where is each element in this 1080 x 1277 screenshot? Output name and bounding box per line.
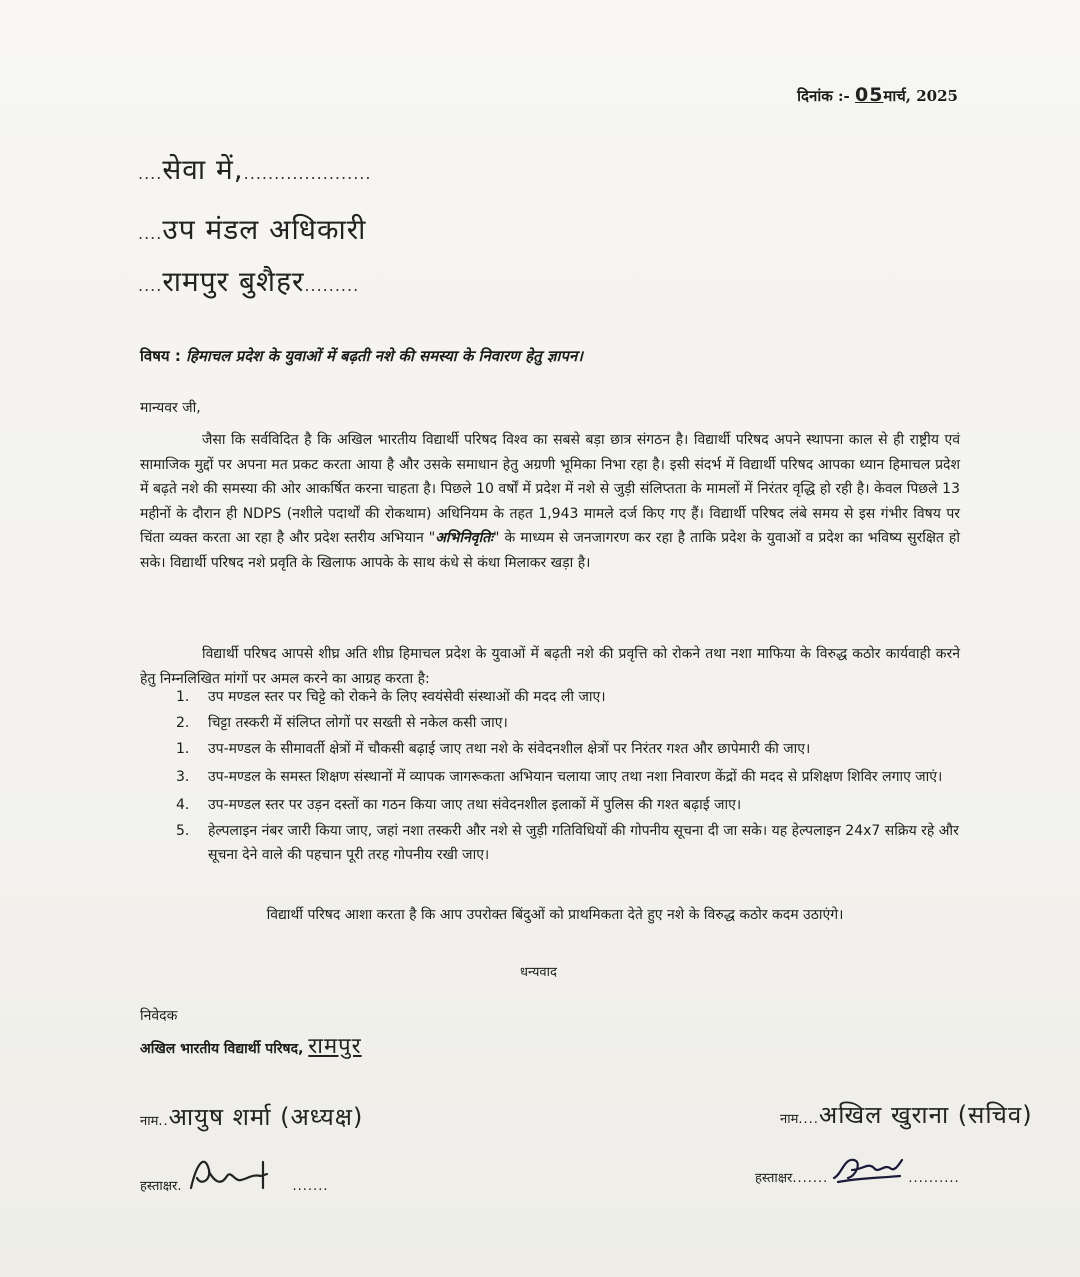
- list-item: 2. चिट्टा तस्करी में संलिप्त लोगों पर सख्ती से नकेल कसी जाए।: [176, 715, 508, 731]
- right-name: अखिल खुराना (सचिव): [818, 1101, 1033, 1129]
- left-signature-line: हस्ताक्षर . .......: [140, 1152, 328, 1194]
- list-item: 3. उप-मण्डल के समस्त शिक्षण संस्थानों में व्यापक जागरूकता अभियान चलाया जाए तथा नशा निवारण केंद्रों की मदद से प्रशिक्षण शिविर लगाए जाएं।: [176, 769, 943, 785]
- organization-name: अखिल भारतीय विद्यार्थी परिषद,: [140, 1041, 304, 1057]
- right-name-label: नाम: [780, 1112, 799, 1127]
- paragraph-2: विद्यार्थी परिषद आपसे शीघ्र अति शीघ्र हिमाचल प्रदेश के युवाओं में बढ़ती नशे की प्रवृत्ति को रोकने तथा नशा माफिया के विरुद्ध कठोर कार्यवाही करने हेतु निम्नलिखित मांगों पर अमल करने का आग्रह करता है:: [140, 646, 960, 687]
- signature-right-icon: [828, 1148, 908, 1186]
- organization-line: [140, 1030, 362, 1060]
- address-place: रामपुर बुशैहर: [162, 265, 305, 298]
- applicant-label: निवेदक: [140, 1008, 178, 1024]
- left-sign-label: हस्ताक्षर: [140, 1179, 178, 1194]
- left-name-line: नाम..आयुष शर्मा (अध्यक्ष): [140, 1103, 364, 1131]
- list-item: 1. उप-मण्डल के सीमावर्ती क्षेत्रों में चौकसी बढ़ाई जाए तथा नशे के संवेदनशील क्षेत्रों पर निरंतर गश्त और छापेमारी की जाए।: [176, 741, 811, 757]
- organization-place: रामपुर: [308, 1034, 362, 1059]
- subject-text: हिमाचल प्रदेश के युवाओं में बढ़ती नशे की समस्या के निवारण हेतु ज्ञापन।: [186, 347, 583, 365]
- right-signature-line: हस्ताक्षर ....... ..........: [755, 1148, 960, 1186]
- date-label: दिनांक :-: [797, 87, 850, 105]
- demands-list: [140, 685, 970, 867]
- subject-label: विषय :: [140, 347, 181, 365]
- date-day: 05: [854, 84, 884, 106]
- date-month-year: मार्च, 2025: [883, 87, 958, 105]
- campaign-name: अभिनिवृतिः: [435, 530, 493, 546]
- address-line-3: ....रामपुर बुशैहर.........: [138, 265, 360, 298]
- list-item: 4. उप-मण्डल स्तर पर उड़न दस्तों का गठन किया जाए तथा संवेदनशील इलाकों में पुलिस की गश्त बढ़ाई जाए।: [176, 797, 742, 813]
- right-sign-label: हस्ताक्षर: [755, 1171, 793, 1186]
- subject-line: [140, 346, 940, 366]
- right-name-line: नाम....अखिल खुराना (सचिव): [780, 1101, 1033, 1129]
- left-name: आयुष शर्मा (अध्यक्ष): [168, 1103, 364, 1131]
- paragraph-1: जैसा कि सर्वविदित है कि अखिल भारतीय विद्यार्थी परिषद विश्व का सबसे बड़ा छात्र संगठन है। विद्यार्थी परिषद अपने स्थापना काल से ही राष्ट्रीय एवं सामाजिक मुद्दों पर अपना मत प्रकट करता आया है और उसके समाधान हेतु अग्रणी भूमिका निभा रहा है। इसी संदर्भ में विद्यार्थी परिषद आपका ध्यान हिमाचल प्रदेश में बढ़ते नशे की समस्या की ओर आकर्षित करना चाहता है। पिछले 10 वर्षों में प्रदेश में नशे से जुड़ी संलिप्तता के मामलों में निरंतर वृद्धि हो रही है। केवल पिछले 13 महीनों के दौरान ही NDPS (नशीले पदार्थों की रोकथाम) अधिनियम के तहत 1,943 मामले दर्ज किए गए हैं। विद्यार्थी परिषद लंबे समय से इस गंभीर विषय पर चिंता व्यक्त करता आ रहा है और प्रदेश स्तरीय अभियान "अभिनिवृतिः" के माध्यम से जनजागरण कर रहा है ताकि प्रदेश के युवाओं व प्रदेश का भविष्य सुरक्षित हो सके। विद्यार्थी परिषद नशे प्रवृति के खिलाफ आपके के साथ कंधे से कंधा मिलाकर खड़ा है।: [140, 432, 960, 571]
- closing-statement: विद्यार्थी परिषद आशा करता है कि आप उपरोक्त बिंदुओं को प्राथमिकता देते हुए नशे के विरुद्ध कठोर कदम उठाएंगे।: [266, 907, 844, 923]
- thanks: धन्यवाद: [520, 965, 557, 980]
- address-salutation: सेवा में,: [162, 153, 244, 186]
- list-item: 1. उप मण्डल स्तर पर चिट्टे को रोकने के लिए स्वयंसेवी संस्थाओं की मदद ली जाए।: [176, 689, 606, 705]
- date-line: [797, 84, 958, 106]
- left-name-label: नाम: [140, 1114, 159, 1129]
- signature-left-icon: [183, 1152, 293, 1194]
- list-item: 5. हेल्पलाइन नंबर जारी किया जाए, जहां नशा तस्करी और नशे से जुड़ी गतिविधियों की गोपनीय सूचना दी जा सके। यह हेल्पलाइन 24x7 सक्रिय रहे और सूचना देने वाले की पहचान पूरी तरह गोपनीय रखी जाए।: [176, 823, 959, 863]
- address-officer: उप मंडल अधिकारी: [162, 213, 367, 246]
- salutation: मान्यवर जी,: [140, 400, 201, 416]
- address-line-2: ....उप मंडल अधिकारी: [138, 213, 367, 246]
- address-line-1: ....सेवा में,.....................: [138, 153, 372, 186]
